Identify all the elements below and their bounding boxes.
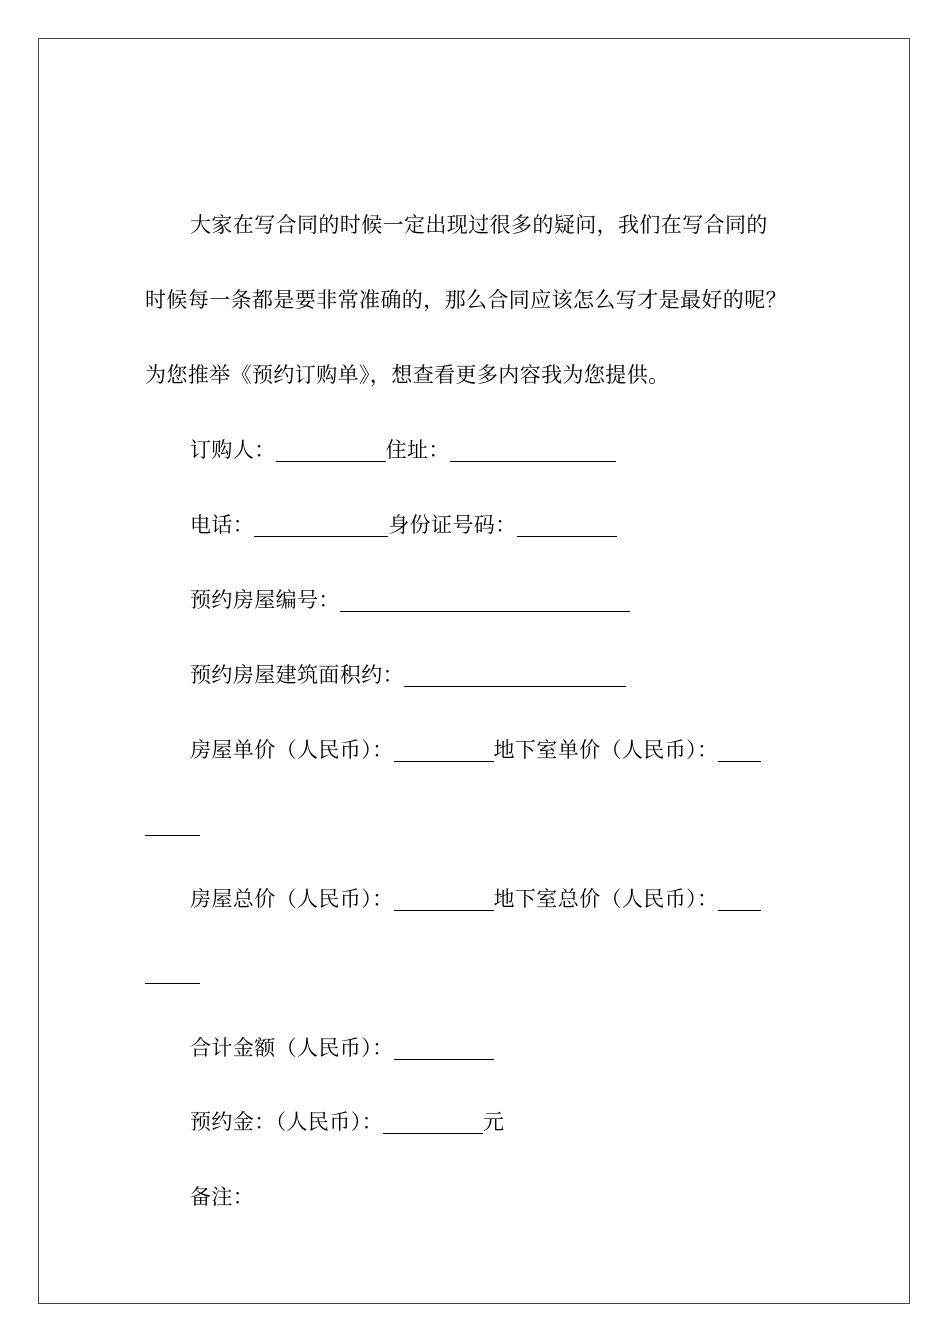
basement-total-price-blank-continued[interactable] — [145, 963, 200, 984]
sum-label: 合计金额（人民币）： — [190, 1036, 394, 1060]
remarks-label: 备注： — [190, 1185, 255, 1209]
deposit-blank[interactable] — [383, 1113, 483, 1134]
house-no-blank[interactable] — [340, 591, 630, 612]
deposit-unit: 元 — [483, 1110, 505, 1134]
buyer-blank[interactable] — [276, 441, 386, 462]
deposit-label: 预约金：（人民币）： — [190, 1110, 383, 1134]
house-no-label: 预约房屋编号： — [190, 588, 340, 612]
intro-line-1 — [190, 213, 768, 237]
total-price-row-continued — [145, 960, 200, 984]
intro-line-2 — [145, 288, 787, 312]
id-blank[interactable] — [517, 516, 617, 537]
unit-price-blank[interactable] — [394, 741, 494, 762]
buyer-label: 订购人： — [190, 438, 276, 462]
intro-line-3 — [145, 363, 670, 387]
area-blank[interactable] — [404, 666, 626, 687]
intro-text-3: 为您推举《预约订购单》，想查看更多内容我为您提供。 — [145, 363, 670, 387]
intro-text-1: 大家在写合同的时候一定出现过很多的疑问，我们在写合同的 — [190, 213, 768, 237]
house-no-row — [190, 588, 630, 612]
basement-unit-price-blank-continued[interactable] — [145, 815, 200, 836]
area-label: 预约房屋建筑面积约： — [190, 663, 404, 687]
basement-unit-price-label: 地下室单价（人民币）： — [493, 738, 719, 762]
unit-price-row-continued — [145, 812, 200, 836]
sum-blank[interactable] — [394, 1039, 494, 1060]
unit-price-label: 房屋单价（人民币）： — [190, 738, 394, 762]
intro-text-2: 时候每一条都是要非常准确的，那么合同应该怎么写才是最好的呢？ — [145, 288, 787, 312]
sum-row — [190, 1036, 494, 1060]
basement-total-price-label: 地下室总价（人民币）： — [493, 887, 719, 911]
basement-total-price-blank[interactable] — [718, 890, 761, 911]
address-blank[interactable] — [450, 441, 616, 462]
total-price-label: 房屋总价（人民币）： — [190, 887, 394, 911]
basement-unit-price-blank[interactable] — [718, 741, 761, 762]
unit-price-row — [190, 738, 761, 762]
remarks-row — [190, 1185, 254, 1209]
phone-blank[interactable] — [254, 516, 388, 537]
area-row — [190, 663, 626, 687]
deposit-row — [190, 1110, 504, 1134]
total-price-blank[interactable] — [394, 890, 494, 911]
id-label: 身份证号码： — [388, 513, 517, 537]
phone-label: 电话： — [190, 513, 255, 537]
total-price-row — [190, 887, 761, 911]
phone-id-row — [190, 513, 617, 537]
address-label: 住址： — [385, 438, 450, 462]
buyer-address-row — [190, 438, 616, 462]
